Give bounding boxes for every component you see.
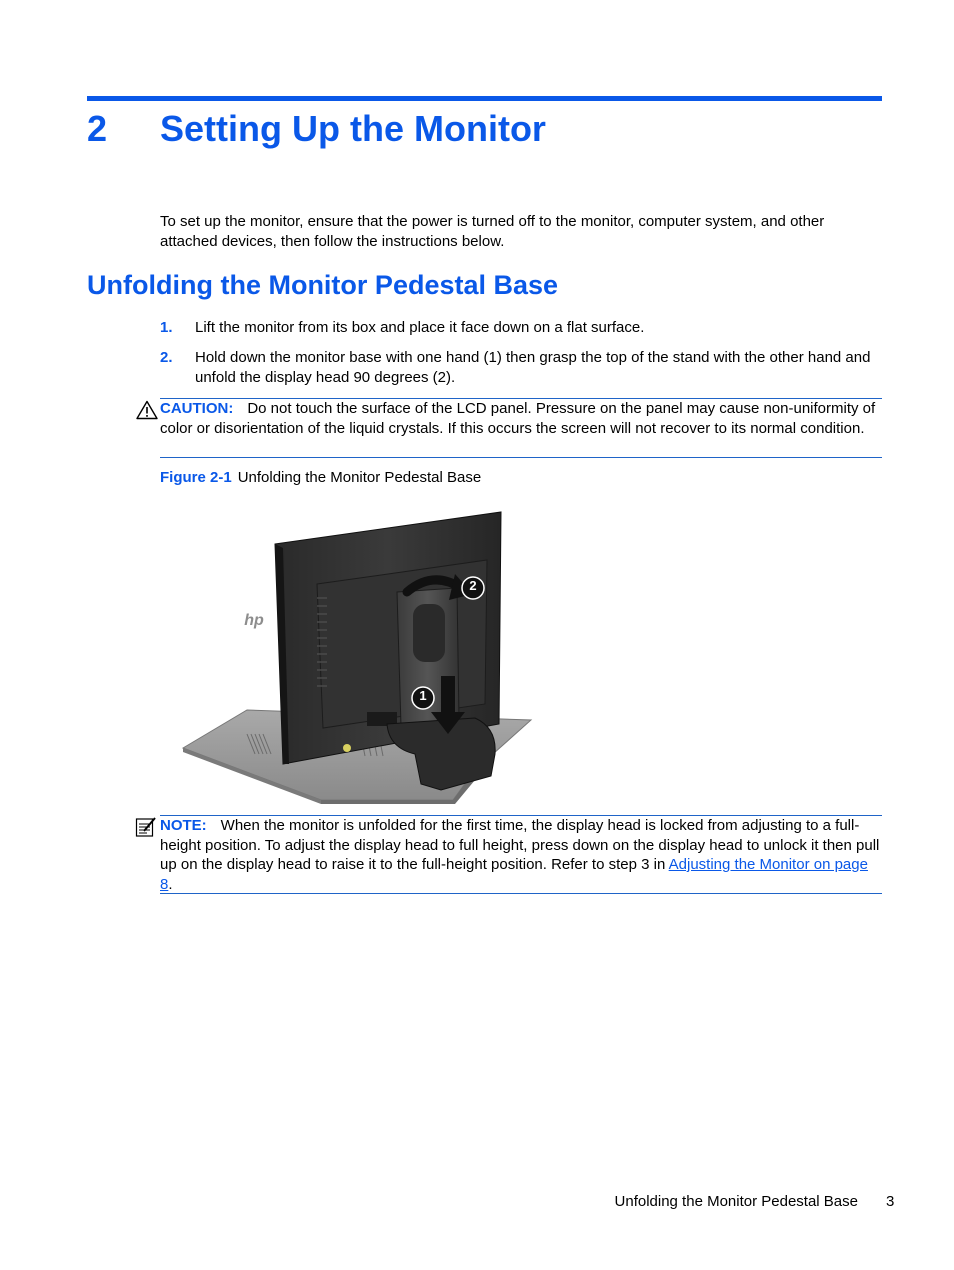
warning-triangle-icon — [136, 400, 158, 420]
intro-paragraph: To set up the monitor, ensure that the power is turned off to the monitor, computer system, and other attached devices, then follow the instructions below. — [160, 213, 825, 250]
step-1 — [160, 318, 882, 338]
chapter-top-rule — [87, 96, 882, 101]
step-2 — [160, 348, 882, 388]
footer-page-number: 3 — [886, 1193, 895, 1210]
note-bottom-rule — [160, 893, 882, 894]
monitor-pedestal-figure — [175, 508, 535, 804]
caution-label: CAUTION: — [160, 400, 234, 417]
figure-label: Figure 2-1 — [160, 469, 232, 486]
chapter-number: 2 — [87, 108, 108, 149]
figure-callout-1: 1 — [419, 688, 427, 703]
step-text: Lift the monitor from its box and place it face down on a flat surface. — [195, 319, 645, 336]
note-label: NOTE: — [160, 817, 207, 834]
figure-callout-2: 2 — [469, 578, 477, 593]
caution-text: Do not touch the surface of the LCD panel. Pressure on the panel may cause non-uniformity of color or disorientation of the liquid crystals. If this occurs the screen will not recover to its normal condition. — [160, 400, 876, 437]
note-text-after: . — [168, 875, 173, 893]
step-number: 2. — [160, 349, 173, 366]
step-text: Hold down the monitor base with one hand (1) then grasp the top of the stand with the other hand and unfold the display head 90 degrees (2). — [195, 349, 871, 386]
section-title: Unfolding the Monitor Pedestal Base — [87, 270, 559, 300]
figure-caption-text: Unfolding the Monitor Pedestal Base — [237, 469, 482, 486]
note-pad-icon — [135, 816, 157, 838]
note-text: When the monitor is unfolded for the first time, the display head is locked from adjusting to a full-height position. To adjust the display head to full height, press down on the display head to unlock it then pull up on the display head to raise it to the full-height position. Refer to step 3 in — [160, 817, 880, 873]
adjusting-monitor-link[interactable]: Adjusting the Monitor on page 8 — [160, 856, 868, 893]
caution-message — [160, 399, 882, 438]
step-number: 1. — [160, 319, 173, 336]
caution-bottom-rule — [160, 457, 882, 458]
footer-section-title: Unfolding the Monitor Pedestal Base — [614, 1193, 858, 1210]
hp-logo: hp — [244, 612, 264, 629]
figure-caption — [160, 468, 481, 488]
note-message — [160, 816, 882, 894]
chapter-title: Setting Up the Monitor — [160, 108, 546, 149]
